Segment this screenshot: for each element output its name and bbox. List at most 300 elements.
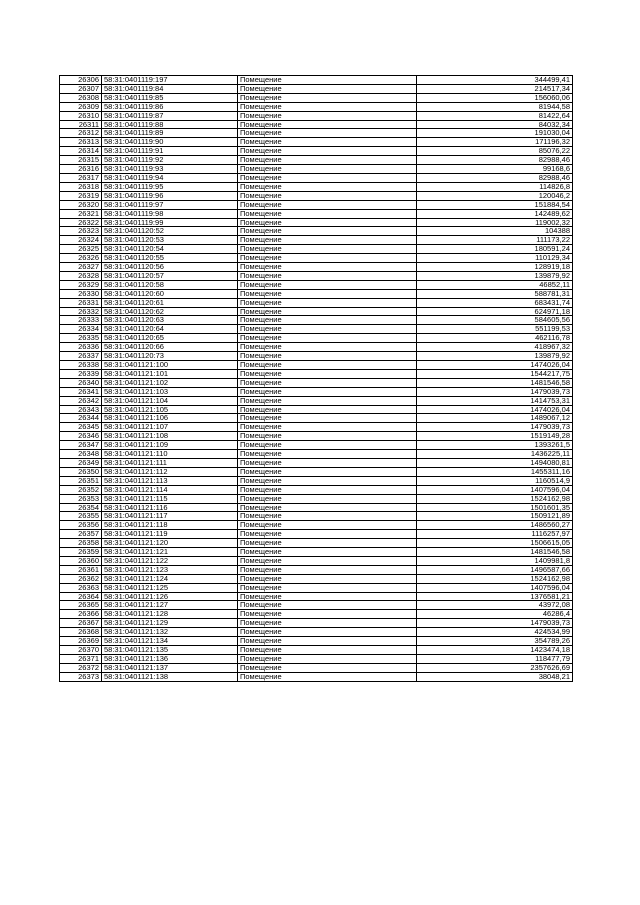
table-row — [60, 387, 573, 396]
table-row — [60, 485, 573, 494]
cadastral-value-cell: 120046,2 — [417, 191, 573, 200]
cadastral-value-cell: 99168,6 — [417, 165, 573, 174]
object-type-cell: Помещение — [238, 120, 417, 129]
cadastral-value-cell: 1519149,28 — [417, 432, 573, 441]
row-number-cell: 26329 — [60, 280, 102, 289]
row-number-cell: 26354 — [60, 503, 102, 512]
cadastral-number-cell: 58:31:0401121:137 — [102, 663, 238, 672]
cadastral-number-cell: 58:31:0401119:86 — [102, 102, 238, 111]
cadastral-number-cell: 58:31:0401121:109 — [102, 441, 238, 450]
cadastral-number-cell: 58:31:0401121:129 — [102, 619, 238, 628]
cadastral-number-cell: 58:31:0401119:87 — [102, 111, 238, 120]
row-number-cell: 26331 — [60, 298, 102, 307]
table-row — [60, 467, 573, 476]
table-row — [60, 271, 573, 280]
cadastral-number-cell: 58:31:0401120:53 — [102, 236, 238, 245]
cadastral-number-cell: 58:31:0401121:111 — [102, 458, 238, 467]
object-type-cell: Помещение — [238, 361, 417, 370]
object-type-cell: Помещение — [238, 102, 417, 111]
row-number-cell: 26328 — [60, 271, 102, 280]
table-row — [60, 583, 573, 592]
object-type-cell: Помещение — [238, 156, 417, 165]
cadastral-value-cell: 683431,74 — [417, 298, 573, 307]
cadastral-number-cell: 58:31:0401120:63 — [102, 316, 238, 325]
cadastral-number-cell: 58:31:0401119:97 — [102, 200, 238, 209]
cadastral-value-cell: 462116,78 — [417, 334, 573, 343]
cadastral-number-cell: 58:31:0401119:92 — [102, 156, 238, 165]
row-number-cell: 26334 — [60, 325, 102, 334]
cadastral-value-cell: 354789,26 — [417, 637, 573, 646]
row-number-cell: 26324 — [60, 236, 102, 245]
row-number-cell: 26348 — [60, 450, 102, 459]
row-number-cell: 26326 — [60, 254, 102, 263]
object-type-cell: Помещение — [238, 254, 417, 263]
row-number-cell: 26316 — [60, 165, 102, 174]
table-row — [60, 263, 573, 272]
object-type-cell: Помещение — [238, 138, 417, 147]
cadastral-value-cell: 1496587,66 — [417, 565, 573, 574]
cadastral-number-cell: 58:31:0401121:102 — [102, 378, 238, 387]
row-number-cell: 26308 — [60, 93, 102, 102]
cadastral-value-cell: 1393261,5 — [417, 441, 573, 450]
cadastral-number-cell: 58:31:0401121:116 — [102, 503, 238, 512]
table-row — [60, 165, 573, 174]
object-type-cell: Помещение — [238, 325, 417, 334]
cadastral-number-cell: 58:31:0401121:122 — [102, 556, 238, 565]
cadastral-number-cell: 58:31:0401120:55 — [102, 254, 238, 263]
table-row — [60, 343, 573, 352]
cadastral-number-cell: 58:31:0401119:95 — [102, 182, 238, 191]
row-number-cell: 26325 — [60, 245, 102, 254]
table-row — [60, 503, 573, 512]
cadastral-number-cell: 58:31:0401119:94 — [102, 173, 238, 182]
cadastral-value-cell: 588781,31 — [417, 289, 573, 298]
cadastral-number-cell: 58:31:0401120:56 — [102, 263, 238, 272]
cadastral-value-cell: 1506615,05 — [417, 539, 573, 548]
cadastral-number-cell: 58:31:0401121:107 — [102, 423, 238, 432]
row-number-cell: 26361 — [60, 565, 102, 574]
object-type-cell: Помещение — [238, 637, 417, 646]
object-type-cell: Помещение — [238, 352, 417, 361]
table-row — [60, 236, 573, 245]
object-type-cell: Помещение — [238, 601, 417, 610]
table-row — [60, 672, 573, 681]
cadastral-value-cell: 1501601,35 — [417, 503, 573, 512]
object-type-cell: Помещение — [238, 610, 417, 619]
row-number-cell: 26320 — [60, 200, 102, 209]
table-row — [60, 93, 573, 102]
table-row — [60, 138, 573, 147]
table-row — [60, 601, 573, 610]
cadastral-number-cell: 58:31:0401120:62 — [102, 307, 238, 316]
cadastral-number-cell: 58:31:0401121:112 — [102, 467, 238, 476]
object-type-cell: Помещение — [238, 316, 417, 325]
table-row — [60, 628, 573, 637]
row-number-cell: 26322 — [60, 218, 102, 227]
row-number-cell: 26357 — [60, 530, 102, 539]
row-number-cell: 26313 — [60, 138, 102, 147]
object-type-cell: Помещение — [238, 227, 417, 236]
row-number-cell: 26355 — [60, 512, 102, 521]
cadastral-value-cell: 1474026,04 — [417, 405, 573, 414]
table-row — [60, 646, 573, 655]
table-row — [60, 84, 573, 93]
row-number-cell: 26309 — [60, 102, 102, 111]
object-type-cell: Помещение — [238, 173, 417, 182]
object-type-cell: Помещение — [238, 218, 417, 227]
table-row — [60, 245, 573, 254]
table-row — [60, 147, 573, 156]
object-type-cell: Помещение — [238, 165, 417, 174]
object-type-cell: Помещение — [238, 432, 417, 441]
table-row — [60, 200, 573, 209]
cadastral-number-cell: 58:31:0401119:88 — [102, 120, 238, 129]
cadastral-number-cell: 58:31:0401121:135 — [102, 646, 238, 655]
cadastral-value-cell: 43972,08 — [417, 601, 573, 610]
cadastral-value-cell: 128919,18 — [417, 263, 573, 272]
cadastral-number-cell: 58:31:0401120:54 — [102, 245, 238, 254]
table-row — [60, 173, 573, 182]
table-row — [60, 209, 573, 218]
cadastral-value-cell: 84032,34 — [417, 120, 573, 129]
cadastral-value-table — [59, 75, 573, 682]
cadastral-number-cell: 58:31:0401121:134 — [102, 637, 238, 646]
table-row — [60, 458, 573, 467]
object-type-cell: Помещение — [238, 236, 417, 245]
cadastral-number-cell: 58:31:0401121:113 — [102, 476, 238, 485]
table-row — [60, 548, 573, 557]
cadastral-value-cell: 1524162,98 — [417, 494, 573, 503]
row-number-cell: 26321 — [60, 209, 102, 218]
table-row — [60, 191, 573, 200]
row-number-cell: 26365 — [60, 601, 102, 610]
row-number-cell: 26330 — [60, 289, 102, 298]
cadastral-value-cell: 1423474,18 — [417, 646, 573, 655]
row-number-cell: 26339 — [60, 369, 102, 378]
object-type-cell: Помещение — [238, 672, 417, 681]
cadastral-value-cell: 82988,46 — [417, 156, 573, 165]
row-number-cell: 26347 — [60, 441, 102, 450]
cadastral-value-cell: 1481546,58 — [417, 378, 573, 387]
object-type-cell: Помещение — [238, 565, 417, 574]
cadastral-number-cell: 58:31:0401120:61 — [102, 298, 238, 307]
table-row — [60, 441, 573, 450]
object-type-cell: Помещение — [238, 129, 417, 138]
object-type-cell: Помещение — [238, 343, 417, 352]
cadastral-value-cell: 624971,18 — [417, 307, 573, 316]
row-number-cell: 26340 — [60, 378, 102, 387]
table-row — [60, 414, 573, 423]
table-row — [60, 592, 573, 601]
cadastral-number-cell: 58:31:0401120:57 — [102, 271, 238, 280]
table-row — [60, 254, 573, 263]
table-row — [60, 102, 573, 111]
cadastral-number-cell: 58:31:0401121:103 — [102, 387, 238, 396]
object-type-cell: Помещение — [238, 654, 417, 663]
object-type-cell: Помещение — [238, 334, 417, 343]
cadastral-number-cell: 58:31:0401121:121 — [102, 548, 238, 557]
row-number-cell: 26368 — [60, 628, 102, 637]
cadastral-value-cell: 111173,22 — [417, 236, 573, 245]
cadastral-number-cell: 58:31:0401120:52 — [102, 227, 238, 236]
object-type-cell: Помещение — [238, 84, 417, 93]
table-row — [60, 111, 573, 120]
row-number-cell: 26341 — [60, 387, 102, 396]
cadastral-number-cell: 58:31:0401121:123 — [102, 565, 238, 574]
table-row — [60, 307, 573, 316]
cadastral-number-cell: 58:31:0401121:114 — [102, 485, 238, 494]
object-type-cell: Помещение — [238, 200, 417, 209]
cadastral-value-cell: 1509121,89 — [417, 512, 573, 521]
row-number-cell: 26335 — [60, 334, 102, 343]
cadastral-number-cell: 58:31:0401121:119 — [102, 530, 238, 539]
cadastral-value-cell: 1407596,04 — [417, 485, 573, 494]
cadastral-number-cell: 58:31:0401119:93 — [102, 165, 238, 174]
cadastral-value-cell: 584605,56 — [417, 316, 573, 325]
object-type-cell: Помещение — [238, 423, 417, 432]
cadastral-value-cell: 1481546,58 — [417, 548, 573, 557]
cadastral-number-cell: 58:31:0401119:85 — [102, 93, 238, 102]
table-row — [60, 280, 573, 289]
table-row — [60, 352, 573, 361]
table-row — [60, 530, 573, 539]
cadastral-value-cell: 38048,21 — [417, 672, 573, 681]
cadastral-value-cell: 1407596,04 — [417, 583, 573, 592]
cadastral-number-cell: 58:31:0401119:98 — [102, 209, 238, 218]
row-number-cell: 26336 — [60, 343, 102, 352]
cadastral-number-cell: 58:31:0401121:127 — [102, 601, 238, 610]
cadastral-value-cell: 191030,04 — [417, 129, 573, 138]
object-type-cell: Помещение — [238, 530, 417, 539]
row-number-cell: 26311 — [60, 120, 102, 129]
row-number-cell: 26323 — [60, 227, 102, 236]
object-type-cell: Помещение — [238, 378, 417, 387]
cadastral-number-cell: 58:31:0401119:96 — [102, 191, 238, 200]
cadastral-value-cell: 214517,34 — [417, 84, 573, 93]
row-number-cell: 26358 — [60, 539, 102, 548]
table-row — [60, 325, 573, 334]
cadastral-value-cell: 139879,92 — [417, 271, 573, 280]
cadastral-value-cell: 1524162,98 — [417, 574, 573, 583]
cadastral-value-cell: 1376581,21 — [417, 592, 573, 601]
cadastral-value-cell: 156060,06 — [417, 93, 573, 102]
cadastral-value-cell: 2357626,69 — [417, 663, 573, 672]
cadastral-number-cell: 58:31:0401121:120 — [102, 539, 238, 548]
table-row — [60, 289, 573, 298]
table-row — [60, 476, 573, 485]
row-number-cell: 26318 — [60, 182, 102, 191]
cadastral-number-cell: 58:31:0401121:125 — [102, 583, 238, 592]
cadastral-number-cell: 58:31:0401119:84 — [102, 84, 238, 93]
table-row — [60, 396, 573, 405]
object-type-cell: Помещение — [238, 539, 417, 548]
cadastral-value-cell: 46852,11 — [417, 280, 573, 289]
cadastral-value-cell: 46286,4 — [417, 610, 573, 619]
cadastral-number-cell: 58:31:0401121:106 — [102, 414, 238, 423]
object-type-cell: Помещение — [238, 307, 417, 316]
cadastral-number-cell: 58:31:0401121:117 — [102, 512, 238, 521]
object-type-cell: Помещение — [238, 512, 417, 521]
table-row — [60, 316, 573, 325]
table-row — [60, 227, 573, 236]
cadastral-number-cell: 58:31:0401121:136 — [102, 654, 238, 663]
object-type-cell: Помещение — [238, 646, 417, 655]
table-row — [60, 423, 573, 432]
table-row — [60, 76, 573, 85]
row-number-cell: 26344 — [60, 414, 102, 423]
table-row — [60, 182, 573, 191]
cadastral-value-cell: 1479039,73 — [417, 619, 573, 628]
object-type-cell: Помещение — [238, 182, 417, 191]
table-row — [60, 378, 573, 387]
object-type-cell: Помещение — [238, 574, 417, 583]
cadastral-number-cell: 58:31:0401121:115 — [102, 494, 238, 503]
object-type-cell: Помещение — [238, 476, 417, 485]
object-type-cell: Помещение — [238, 548, 417, 557]
row-number-cell: 26319 — [60, 191, 102, 200]
row-number-cell: 26362 — [60, 574, 102, 583]
cadastral-value-cell: 85076,22 — [417, 147, 573, 156]
cadastral-number-cell: 58:31:0401121:128 — [102, 610, 238, 619]
cadastral-value-cell: 104388 — [417, 227, 573, 236]
cadastral-value-cell: 180591,24 — [417, 245, 573, 254]
cadastral-value-cell: 424534,99 — [417, 628, 573, 637]
row-number-cell: 26351 — [60, 476, 102, 485]
cadastral-number-cell: 58:31:0401119:89 — [102, 129, 238, 138]
row-number-cell: 26346 — [60, 432, 102, 441]
row-number-cell: 26337 — [60, 352, 102, 361]
object-type-cell: Помещение — [238, 289, 417, 298]
object-type-cell: Помещение — [238, 485, 417, 494]
cadastral-number-cell: 58:31:0401119:197 — [102, 76, 238, 85]
cadastral-value-cell: 142489,62 — [417, 209, 573, 218]
object-type-cell: Помещение — [238, 405, 417, 414]
table-row — [60, 565, 573, 574]
row-number-cell: 26338 — [60, 361, 102, 370]
table-row — [60, 405, 573, 414]
object-type-cell: Помещение — [238, 191, 417, 200]
table-row — [60, 156, 573, 165]
object-type-cell: Помещение — [238, 467, 417, 476]
cadastral-number-cell: 58:31:0401120:66 — [102, 343, 238, 352]
row-number-cell: 26350 — [60, 467, 102, 476]
row-number-cell: 26306 — [60, 76, 102, 85]
row-number-cell: 26356 — [60, 521, 102, 530]
object-type-cell: Помещение — [238, 521, 417, 530]
cadastral-number-cell: 58:31:0401121:100 — [102, 361, 238, 370]
table-body — [60, 76, 573, 682]
row-number-cell: 26332 — [60, 307, 102, 316]
object-type-cell: Помещение — [238, 458, 417, 467]
cadastral-number-cell: 58:31:0401120:65 — [102, 334, 238, 343]
row-number-cell: 26353 — [60, 494, 102, 503]
object-type-cell: Помещение — [238, 263, 417, 272]
cadastral-number-cell: 58:31:0401121:108 — [102, 432, 238, 441]
row-number-cell: 26370 — [60, 646, 102, 655]
cadastral-value-cell: 418967,32 — [417, 343, 573, 352]
row-number-cell: 26369 — [60, 637, 102, 646]
table-row — [60, 432, 573, 441]
cadastral-number-cell: 58:31:0401121:101 — [102, 369, 238, 378]
cadastral-number-cell: 58:31:0401119:91 — [102, 147, 238, 156]
cadastral-value-cell: 118477,79 — [417, 654, 573, 663]
cadastral-value-cell: 1474026,04 — [417, 361, 573, 370]
cadastral-value-cell: 1489067,12 — [417, 414, 573, 423]
cadastral-value-cell: 1436225,11 — [417, 450, 573, 459]
table-row — [60, 494, 573, 503]
object-type-cell: Помещение — [238, 396, 417, 405]
row-number-cell: 26333 — [60, 316, 102, 325]
table-row — [60, 539, 573, 548]
row-number-cell: 26345 — [60, 423, 102, 432]
row-number-cell: 26371 — [60, 654, 102, 663]
object-type-cell: Помещение — [238, 298, 417, 307]
table-row — [60, 512, 573, 521]
object-type-cell: Помещение — [238, 556, 417, 565]
table-row — [60, 521, 573, 530]
row-number-cell: 26314 — [60, 147, 102, 156]
cadastral-value-cell: 171196,32 — [417, 138, 573, 147]
object-type-cell: Помещение — [238, 209, 417, 218]
cadastral-number-cell: 58:31:0401121:118 — [102, 521, 238, 530]
object-type-cell: Помещение — [238, 111, 417, 120]
table-row — [60, 361, 573, 370]
cadastral-number-cell: 58:31:0401121:104 — [102, 396, 238, 405]
table-row — [60, 574, 573, 583]
cadastral-value-cell: 1116257,97 — [417, 530, 573, 539]
table-row — [60, 120, 573, 129]
cadastral-value-cell: 1479039,73 — [417, 423, 573, 432]
object-type-cell: Помещение — [238, 663, 417, 672]
cadastral-value-cell: 139879,92 — [417, 352, 573, 361]
row-number-cell: 26372 — [60, 663, 102, 672]
cadastral-value-cell: 1479039,73 — [417, 387, 573, 396]
table-row — [60, 298, 573, 307]
cadastral-value-cell: 119002,32 — [417, 218, 573, 227]
cadastral-value-cell: 110129,34 — [417, 254, 573, 263]
row-number-cell: 26327 — [60, 263, 102, 272]
object-type-cell: Помещение — [238, 414, 417, 423]
object-type-cell: Помещение — [238, 619, 417, 628]
row-number-cell: 26342 — [60, 396, 102, 405]
object-type-cell: Помещение — [238, 592, 417, 601]
cadastral-number-cell: 58:31:0401120:60 — [102, 289, 238, 298]
table-row — [60, 369, 573, 378]
row-number-cell: 26363 — [60, 583, 102, 592]
object-type-cell: Помещение — [238, 441, 417, 450]
row-number-cell: 26312 — [60, 129, 102, 138]
cadastral-value-cell: 81422,64 — [417, 111, 573, 120]
object-type-cell: Помещение — [238, 369, 417, 378]
row-number-cell: 26315 — [60, 156, 102, 165]
table-row — [60, 334, 573, 343]
cadastral-value-cell: 1544217,75 — [417, 369, 573, 378]
table-row — [60, 610, 573, 619]
table-row — [60, 663, 573, 672]
cadastral-value-cell: 82988,46 — [417, 173, 573, 182]
cadastral-value-cell: 1455311,16 — [417, 467, 573, 476]
row-number-cell: 26352 — [60, 485, 102, 494]
cadastral-value-cell: 551199,53 — [417, 325, 573, 334]
object-type-cell: Помещение — [238, 147, 417, 156]
object-type-cell: Помещение — [238, 387, 417, 396]
table-row — [60, 654, 573, 663]
cadastral-number-cell: 58:31:0401120:64 — [102, 325, 238, 334]
cadastral-value-cell: 1494080,81 — [417, 458, 573, 467]
row-number-cell: 26367 — [60, 619, 102, 628]
object-type-cell: Помещение — [238, 583, 417, 592]
cadastral-number-cell: 58:31:0401121:124 — [102, 574, 238, 583]
